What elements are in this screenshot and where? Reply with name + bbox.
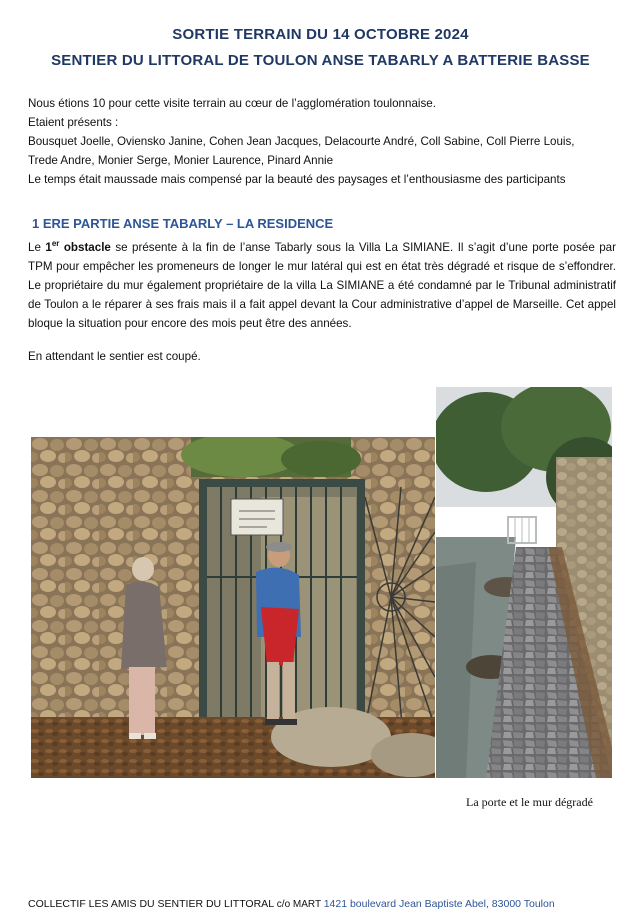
- weather-line: Le temps était maussade mais compensé par la beauté des paysages et l’enthousiasme des participants: [28, 173, 566, 186]
- obstacle-number: 1: [45, 241, 52, 254]
- footer-org: COLLECTIF LES AMIS DU SENTIER DU LITTORAL: [28, 898, 275, 910]
- gate-photo: [31, 437, 435, 778]
- document-title: SORTIE TERRAIN DU 14 OCTOBRE 2024: [172, 26, 469, 43]
- intro-line: Nous étions 10 pour cette visite terrain au cœur de l’agglomération toulonnaise.: [28, 97, 436, 110]
- obstacle-word: obstacle: [59, 241, 111, 254]
- participants-line: Trede Andre, Monier Serge, Monier Laurence, Pinard Annie: [28, 154, 334, 167]
- waiting-line: En attendant le sentier est coupé.: [28, 350, 201, 363]
- intro-paragraph: [28, 94, 616, 189]
- section-heading: 1 ERE PARTIE ANSE TABARLY – LA RESIDENCE: [32, 216, 334, 231]
- section-paragraph: [28, 238, 616, 333]
- document-subtitle: SENTIER DU LITTORAL DE TOULON ANSE TABARLY A BATTERIE BASSE: [51, 52, 590, 69]
- photo-caption: La porte et le mur dégradé: [466, 795, 593, 809]
- coastal-path-photo: [436, 387, 612, 778]
- section-text-start: Le: [28, 241, 46, 254]
- footer: [28, 898, 555, 910]
- footer-co: c/o MART: [274, 899, 324, 910]
- obstacle-superscript: er: [51, 239, 60, 249]
- participants-line: Bousquet Joelle, Oviensko Janine, Cohen Jean Jacques, Delacourte André, Coll Sabine, Coll Pierre Louis,: [28, 135, 575, 148]
- footer-address: 1421 boulevard Jean Baptiste Abel, 83000 Toulon: [323, 898, 555, 910]
- section-text-body: se présente à la fin de l’anse Tabarly sous la Villa La SIMIANE. Il s’agit d’une porte posée par TPM pour empêcher les promeneurs de longer le mur latéral qui est en état très dégradé et risque de s’effondrer. Le propriétaire du mur également propriétaire de la villa La SIMIANE a été condamné par le Tribunal administratif de Toulon a le réparer à ses frais mais il a fait appel devant la Cour administrative d’appel de Marseille. Cet appel bloque la situation pour encore des mois peut être des années.: [28, 241, 616, 330]
- intro-line: Etaient présents :: [28, 116, 119, 129]
